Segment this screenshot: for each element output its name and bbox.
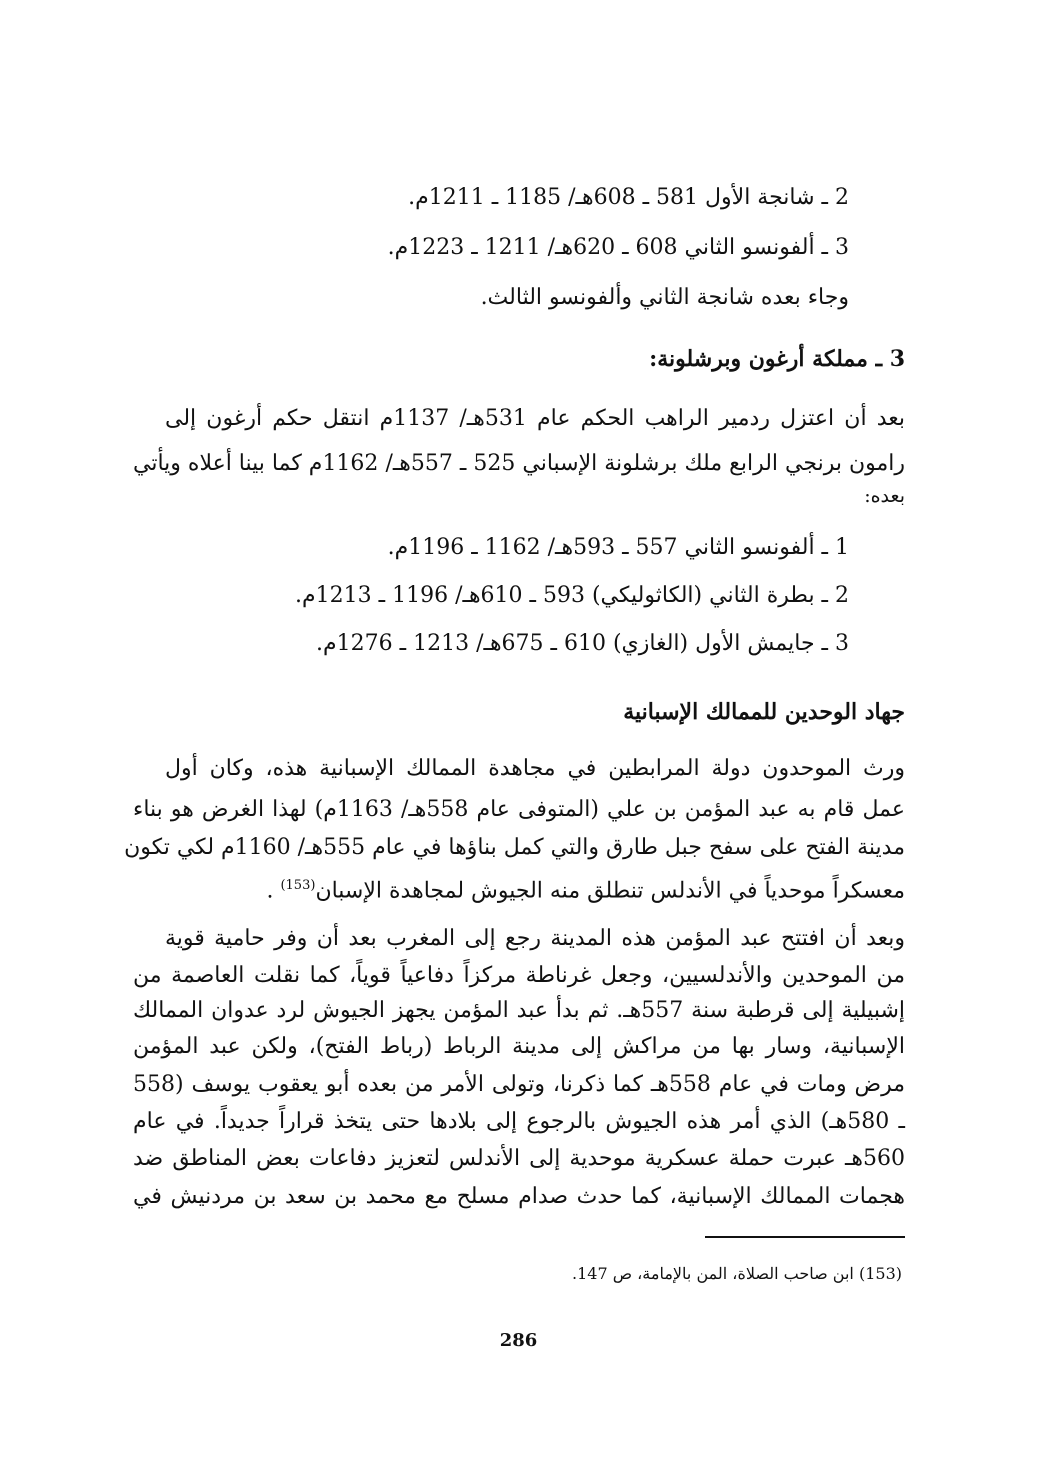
paragraph-line: الإسبانية، وسار بها من مراكش إلى مدينة الرباط (رباط الفتح)، ولكن عبد المؤمن bbox=[133, 1034, 905, 1059]
paragraph-line: بعد أن اعتزل ردمير الراهب الحكم عام 531هـ/ 1137م انتقل حكم أرغون إلى bbox=[165, 406, 905, 431]
paragraph-line: رامون برنجي الرابع ملك برشلونة الإسباني 525 ـ 557هـ/ 1162م كما بينا أعلاه ويأتي bbox=[133, 451, 905, 476]
paragraph-line: من الموحدين والأندلسيين، وجعل غرناطة مركزاً دفاعياً قوياً، كما نقلت العاصمة من bbox=[133, 963, 905, 988]
paragraph-line: مدينة الفتح على سفح جبل طارق والتي كمل بناؤها في عام 555هـ/ 1160م لكي تكون bbox=[124, 835, 905, 860]
list-item: 2 ـ شانجة الأول 581 ـ 608هـ/ 1185 ـ 1211م. bbox=[408, 185, 849, 210]
paragraph-line: إشبيلية إلى قرطبة سنة 557هـ. ثم بدأ عبد المؤمن يجهز الجيوش لرد عدوان الممالك bbox=[133, 998, 905, 1023]
section-heading: 3 ـ مملكة أرغون وبرشلونة: bbox=[649, 346, 905, 372]
list-item: 3 ـ ألفونسو الثاني 608 ـ 620هـ/ 1211 ـ 1223م. bbox=[387, 235, 849, 260]
paragraph-text: معسكراً موحدياً في الأندلس تنطلق منه الجيوش لمجاهدة الإسبان bbox=[315, 878, 905, 904]
paragraph-line: ورث الموحدون دولة المرابطين في مجاهدة الممالك الإسبانية هذه، وكان أول bbox=[165, 756, 905, 781]
footnote-separator bbox=[705, 1236, 905, 1238]
paragraph-line: وبعد أن افتتح عبد المؤمن هذه المدينة رجع إلى المغرب بعد أن وفر حامية قوية bbox=[165, 926, 905, 951]
paragraph-line: بعده: bbox=[864, 485, 905, 507]
paragraph-line: ـ 580هـ) الذي أمر هذه الجيوش بالرجوع إلى بلادها حتى يتخذ قراراً جديداً. في عام bbox=[133, 1109, 905, 1134]
list-note: وجاء بعده شانجة الثاني وألفونسو الثالث. bbox=[480, 285, 849, 310]
section-heading: جهاد الوحدين للممالك الإسبانية bbox=[623, 699, 905, 725]
paragraph-line: عمل قام به عبد المؤمن بن علي (المتوفى عام 558هـ/ 1163م) لهذا الغرض هو بناء bbox=[133, 797, 906, 822]
footnote: (153) ابن صاحب الصلاة، المن بالإمامة، ص 147. bbox=[571, 1264, 902, 1283]
paragraph-line: مرض ومات في عام 558هـ كما ذكرنا، وتولى الأمر من بعده أبو يعقوب يوسف (558 bbox=[133, 1072, 905, 1097]
page-number: 286 bbox=[499, 1330, 538, 1351]
paragraph-line: 560هـ عبرت حملة عسكرية موحدية إلى الأندلس لتعزيز دفاعات بعض المناطق ضد bbox=[133, 1146, 905, 1171]
list-item: 3 ـ جايمش الأول (الغازي) 610 ـ 675هـ/ 1213 ـ 1276م. bbox=[316, 631, 849, 656]
paragraph-end: . bbox=[266, 878, 281, 904]
list-item: 1 ـ ألفونسو الثاني 557 ـ 593هـ/ 1162 ـ 1196م. bbox=[387, 535, 849, 560]
paragraph-line: هجمات الممالك الإسبانية، كما حدث صدام مسلح مع محمد بن سعد بن مردنيش في bbox=[133, 1184, 905, 1209]
paragraph-line bbox=[133, 871, 905, 906]
list-item: 2 ـ بطرة الثاني (الكاثوليكي) 593 ـ 610هـ/ 1196 ـ 1213م. bbox=[295, 583, 849, 608]
footnote-reference: (153) bbox=[280, 878, 316, 893]
